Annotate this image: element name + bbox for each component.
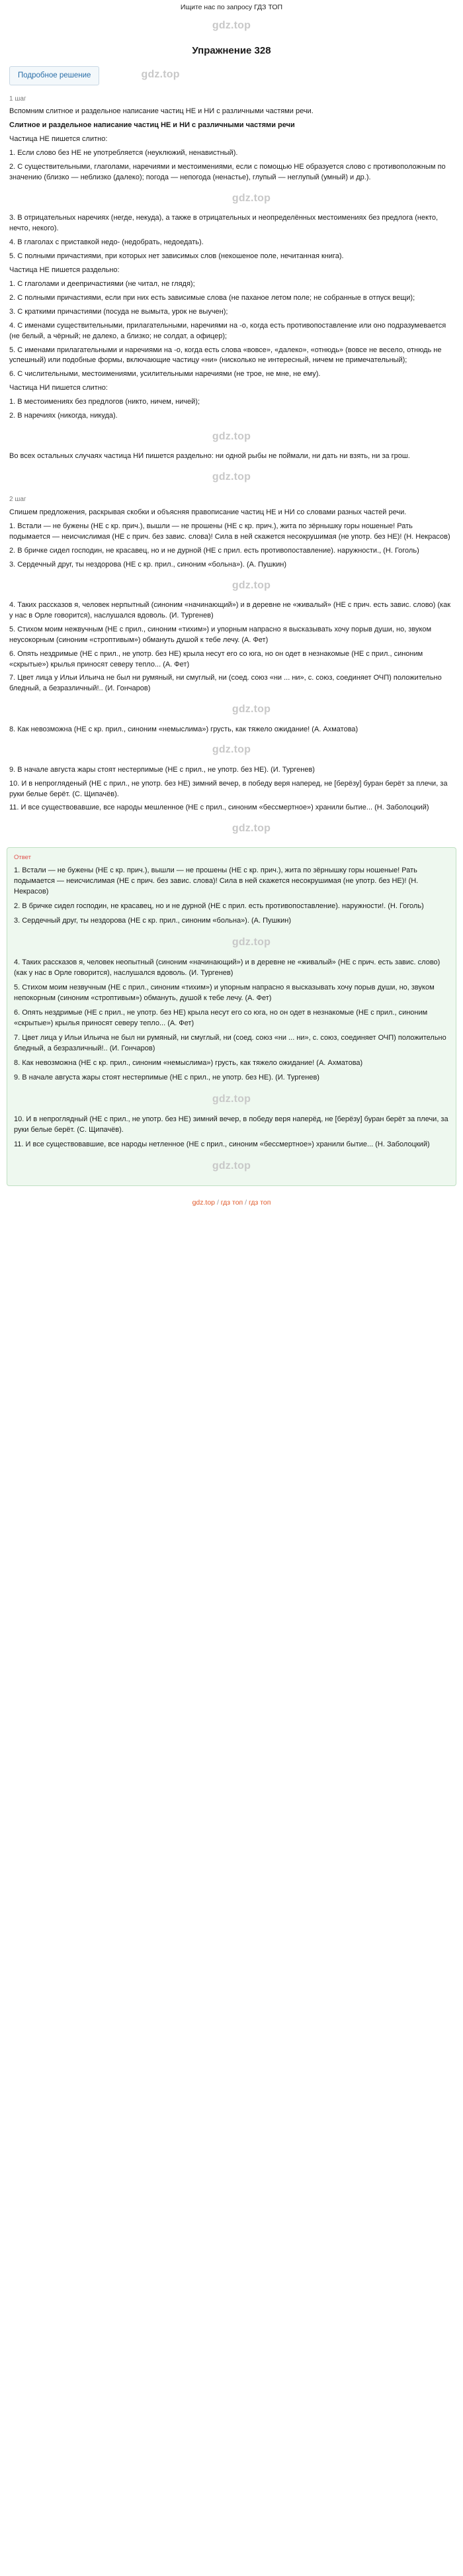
rule-item: 1. С глаголами и деепричастиями (не читал, не глядя); — [9, 279, 195, 288]
step1-subheading-ne-together: Частица НЕ пишется слитно: — [9, 135, 108, 144]
watermark-row-9 — [14, 931, 449, 954]
watermark-row-11 — [14, 1154, 449, 1177]
answer-item: 3. Сердечный друг, ты нездорова (НЕ с кр. прил., синоним «больна»). (А. Пушкин) — [14, 917, 291, 925]
rule-item: 5. С полными причастиями, при которых нет зависимых слов (некошеное поле, нечитанная книга). — [9, 252, 344, 260]
exercise-item: 6. Опять нездримые (НЕ с прил., не употр. без НЕ) крыла несут его со юга, но он одет в незнакомые (НЕ с прил., синоним «скрытые») крылья приносят северу тепло... (А. Фет) — [9, 649, 423, 668]
answer-label: Ответ — [14, 853, 31, 861]
answer-item: 6. Опять нездримые (НЕ с прил., не употр. без НЕ) крыла несут его со юга, но он одет в незнакомые (НЕ с прил., синоним «скрытые») крылья приносят северу тепло... (А. Фет) — [14, 1008, 428, 1027]
step1-subheading-ni-together: Частица НИ пишется слитно: — [9, 384, 108, 392]
watermark: gdz.top — [232, 192, 271, 204]
answer-item: 11. И все существовавшие, все народы нетленное (НЕ с прил., синоним «бессмертное») хранили бытие... (Н. Заболоцкий) — [14, 1140, 430, 1148]
watermark-row-3 — [9, 425, 454, 448]
step1-intro: Вспомним слитное и раздельное написание частиц НЕ и НИ с различными частями речи. — [9, 107, 314, 116]
watermark-row-6 — [9, 698, 454, 721]
exercise-item: 10. И в непрогляденый (НЕ с прил., не употр. без НЕ) зимний вечер, в победу веря наперед, не [берёзу] буран берёт за плечи, за руки белые берёт. (С. Щипачёв). — [9, 779, 448, 798]
answer-item: 8. Как невозможна (НЕ с кр. прил., синоним «немыслима») грусть, как тяжело ожидание! (А. Ахматова) — [14, 1058, 363, 1067]
step1-heading: Слитное и раздельное написание частиц НЕ и НИ с различными частями речи — [9, 121, 295, 130]
exercise-item: 7. Цвет лица у Ильи Ильича не был ни румяный, ни смуглый, ни (соед. союз «ни ... ни», с. союз, соединяет ОЧП) положительно бледный, а безразличный!.. (И. Гончаров) — [9, 674, 442, 693]
footer-links: gdz.top / гдз топ / гдз топ — [192, 1198, 271, 1207]
top-promo-bar — [0, 0, 463, 14]
rule-item: 3. В отрицательных наречиях (негде, некуда), а также в отрицательных и неопределённых местоимениях без предлога (некто, нечто, некого). — [9, 214, 439, 233]
exercise-item: 5. Стихом моим нежвучным (НЕ с прил., синоним «тихим») и упорным напрасно я высказывать хочу порыв души, но, звуком неусокорным (синоним «строптивым») обмануть душой к тебе лечу. (А. Фет) — [9, 625, 432, 644]
step-2-label: 2 шаг — [9, 496, 26, 504]
watermark: gdz.top — [232, 704, 271, 715]
answer-item: 1. Встали — не бужены (НЕ с кр. прич.), вышли — не прошены (НЕ с кр. прич.), жита по зёрнышку горы ношеные! Рать подымается — неисчислимая (НЕ с прич. без завис. слова)! Сила в ней скажется несокрушимая (не употр. без НЕ)! (Н. Некрасов) — [14, 866, 419, 896]
watermark: gdz.top — [212, 744, 251, 756]
watermark: gdz.top — [232, 937, 271, 948]
rule-item: 1. В местоимениях без предлогов (никто, ничем, ничей); — [9, 398, 200, 406]
step2-intro: Спишем предложения, раскрывая скобки и объясняя правописание частиц НЕ и НИ со словами разных частей речи. — [9, 508, 407, 516]
step-1-label: 1 шаг — [9, 95, 26, 103]
footer-link-mid[interactable]: гдз топ — [220, 1198, 243, 1207]
rule-item: 1. Если слово без НЕ не употребляется (неуклюжий, ненавистный). — [9, 149, 238, 158]
page — [0, 0, 463, 1230]
rule-item: 5. С именами прилагательными и наречиями на -о, когда есть слова «вовсе», «далеко», «отнюдь» (вовсе не весело, отнюдь не успешный) или подобные формы, включающие частицу «ни» (нисколько не интересный, ничем не примечательный); — [9, 345, 442, 365]
rule-item: 2. В наречиях (никогда, никуда). — [9, 412, 118, 420]
rule-item: 4. В глаголах с приставкой недо- (недобрать, недоедать). — [9, 238, 204, 247]
watermark: gdz.top — [212, 1160, 251, 1172]
watermark-row-5 — [9, 574, 454, 597]
rule-item: 3. С краткими причастиями (посуда не вымыта, урок не выучен); — [9, 307, 228, 316]
watermark-row-4 — [0, 465, 463, 488]
solution-button-wrap — [0, 61, 463, 88]
watermark: gdz.top — [232, 823, 271, 835]
step1-subheading-ne-apart: Частица НЕ пишется раздельно: — [9, 265, 120, 274]
watermark-row-2 — [9, 187, 454, 210]
step-1-body — [0, 107, 463, 462]
watermark-row-10 — [14, 1087, 449, 1111]
answer-item: 5. Стихом моим незвучным (НЕ с прил., синоним «тихим») и упорным напрасно я высказывать хочу порыв души, но, звуком непокорным (синоним «строптивым») обмануть, душой к тебе лечу. (А. Фет) — [14, 984, 435, 1003]
exercise-item: 9. В начале августа жары стоят нестерпимые (НЕ с прил., не употр. без НЕ). (И. Тургенев) — [9, 765, 315, 774]
detailed-solution-button[interactable]: Подробное решение — [9, 66, 99, 85]
footer-link-right[interactable]: гдз топ — [248, 1198, 271, 1207]
footer-link-left[interactable]: gdz.top — [192, 1198, 216, 1207]
answer-block — [7, 847, 456, 1186]
step-2-body — [0, 508, 463, 841]
watermark-row-7 — [9, 738, 454, 761]
rule-item: 4. С именами существительными, прилагательными, наречиями на -о, когда есть противопоставление или оно подразумевается (не белый, а чёрный; не далеко, а близко; не солдат, а офицер); — [9, 321, 446, 340]
rule-ni-apart: Во всех остальных случаях частица НИ пишется раздельно: ни одной рыбы не поймали, ни дать ни взять, ни за грош. — [9, 452, 410, 461]
watermark: gdz.top — [212, 471, 251, 483]
exercise-item: 11. И все существовавшие, все народы мешленное (НЕ с прил., синоним «бессмертное») хранили бытие... (Н. Заболоцкий) — [9, 804, 429, 812]
watermark: gdz.top — [232, 579, 271, 591]
exercise-item: 4. Таких рассказов я, человек нерпытный (синоним «начинающий») и в деревне не «живалый» (НЕ с прич. есть завис. слово) (как у нас в Орле говорится), наслушался вдоволь. (И. Тургенев) — [9, 600, 451, 620]
watermark-row-1 — [0, 14, 463, 37]
watermark: gdz.top — [212, 20, 251, 32]
top-promo-text: Ищите нас по запросу ГДЗ ТОП — [180, 3, 283, 11]
rule-item: 2. С полными причастиями, если при них есть зависимые слова (не паханое летом поле; не собранные в отпуск вещи); — [9, 293, 415, 302]
answer-item: 10. И в непроглядный (НЕ с прил., не употр. без НЕ) зимний вечер, в победу веря наперёд, не [берёзу] буран берёт за плечи, за руки белые берёт. (С. Щипачёв). — [14, 1115, 448, 1134]
rule-item: 6. С числительными, местоимениями, усилительными наречиями (не трое, не мне, не ему). — [9, 370, 321, 379]
answer-item: 9. В начале августа жары стоят нестерпимые (НЕ с прил., не употр. без НЕ). (И. Тургенев) — [14, 1073, 319, 1081]
answer-item: 7. Цвет лица у Ильи Ильича не был ни румяный, ни смуглый, ни (соед. союз «ни ... ни», с. союз, соединяет ОЧП) положительно бледный, а безразличный!.. (И. Гончаров) — [14, 1033, 446, 1052]
watermark: gdz.top — [212, 1093, 251, 1105]
rule-item: 2. С существительными, глаголами, наречиями и местоимениями, если с помощью НЕ образуется слово с противоположным по значению (близко — неблизко (далеко); погода — непогода (ненастье), глупый — неглупый (умный) и др.). — [9, 163, 446, 182]
exercise-item: 2. В бричке сидел господин, не красавец, но и не дурной (НЕ с прил. есть противопоставление). наружности., (Н. Гоголь) — [9, 546, 419, 555]
watermark-row-8 — [9, 817, 454, 840]
exercise-item: 3. Сердечный друг, ты нездорова (НЕ с кр. прил., синоним «больна»). (А. Пушкин) — [9, 560, 286, 569]
page-title: Упражнение 328 — [192, 45, 271, 57]
exercise-item: 8. Как невозможна (НЕ с кр. прил., синоним «немыслима») грусть, как тяжело ожидание! (А. Ахматова) — [9, 725, 358, 733]
exercise-item: 1. Встали — не бужены (НЕ с кр. прич.), вышли — не прошены (НЕ с кр. прич.), жита по зёрнышку горы ношеные! Рать подымается — неисчислимая (НЕ с прич. без завис. слова)! Сила в ней скажется несокрушимая (не употр. без НЕ)! (Н. Некрасов) — [9, 522, 450, 541]
answer-item: 4. Таких рассказов я, человек неопытный (синоним «начинающий») и в деревне не «живалый» (НЕ с прич. есть завис. слово) (как у нас в Орле говорится), наслушался вдоволь. (И. Тургенев) — [14, 958, 441, 978]
watermark: gdz.top — [141, 69, 180, 81]
watermark: gdz.top — [212, 431, 251, 443]
answer-item: 2. В бричке сидел господин, не красавец, но и не дурной (НЕ с прил. есть противопоставление). наружности!. (Н. Гоголь) — [14, 902, 424, 911]
